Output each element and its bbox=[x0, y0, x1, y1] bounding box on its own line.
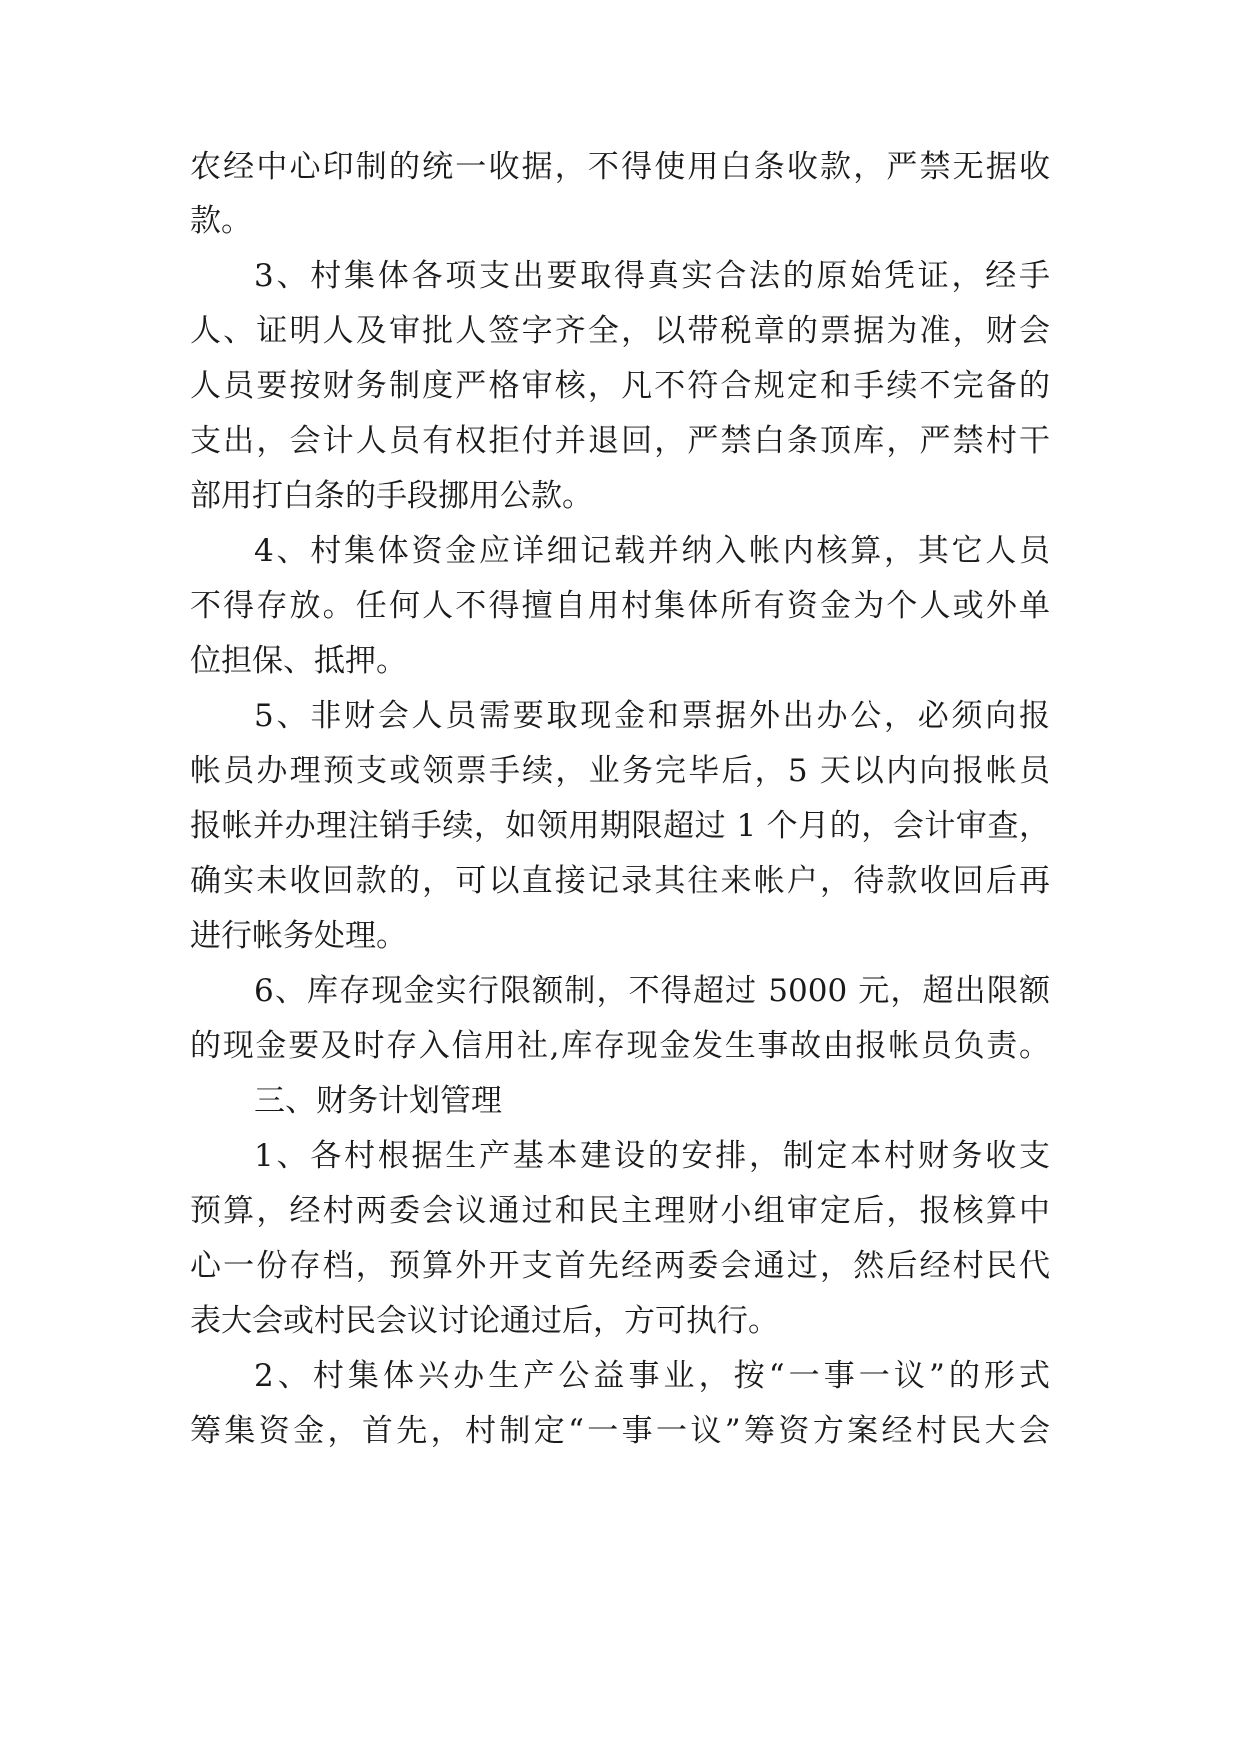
text-line: 心一份存档，预算外开支首先经两委会通过，然后经村民代 bbox=[190, 1248, 1050, 1284]
text-line: 支出，会计人员有权拒付并退回，严禁白条顶库，严禁村干 bbox=[190, 423, 1050, 459]
paragraph-2-heading-line: 2、村集体兴办生产公益事业，按“一事一议”的形式 bbox=[254, 1358, 1050, 1394]
text-line: 部用打白条的手段挪用公款。 bbox=[190, 478, 593, 514]
paragraph-6-heading-line: 6、库存现金实行限额制，不得超过 5000 元，超出限额 bbox=[254, 973, 1050, 1009]
paragraph-5-heading-line: 5、非财会人员需要取现金和票据外出办公，必须向报 bbox=[254, 698, 1050, 734]
text-line: 帐员办理预支或领票手续，业务完毕后，5 天以内向报帐员 bbox=[190, 753, 1050, 789]
text-line: 的现金要及时存入信用社,库存现金发生事故由报帐员负责。 bbox=[190, 1028, 1050, 1064]
text-line: 进行帐务处理。 bbox=[190, 918, 407, 954]
text-line: 确实未收回款的，可以直接记录其往来帐户，待款收回后再 bbox=[190, 863, 1050, 899]
paragraph-3-heading-line: 3、村集体各项支出要取得真实合法的原始凭证，经手 bbox=[254, 258, 1050, 294]
text-line: 不得存放。任何人不得擅自用村集体所有资金为个人或外单 bbox=[190, 588, 1050, 624]
text-line: 预算，经村两委会议通过和民主理财小组审定后，报核算中 bbox=[190, 1193, 1050, 1229]
paragraph-4-heading-line: 4、村集体资金应详细记载并纳入帐内核算，其它人员 bbox=[254, 533, 1050, 569]
text-line: 人、证明人及审批人签字齐全，以带税章的票据为准，财会 bbox=[190, 313, 1050, 349]
text-line: 款。 bbox=[190, 203, 252, 239]
section-heading: 三、财务计划管理 bbox=[254, 1083, 502, 1119]
text-line: 表大会或村民会议讨论通过后，方可执行。 bbox=[190, 1303, 779, 1339]
paragraph-1-heading-line: 1、各村根据生产基本建设的安排，制定本村财务收支 bbox=[254, 1138, 1050, 1174]
text-line: 农经中心印制的统一收据，不得使用白条收款，严禁无据收 bbox=[190, 149, 1050, 185]
text-line: 位担保、抵押。 bbox=[190, 643, 407, 679]
text-line: 报帐并办理注销手续，如领用期限超过 1 个月的，会计审查， bbox=[190, 808, 1050, 844]
text-line: 人员要按财务制度严格审核，凡不符合规定和手续不完备的 bbox=[190, 368, 1050, 404]
text-line: 筹集资金，首先，村制定“一事一议”筹资方案经村民大会 bbox=[190, 1413, 1050, 1449]
